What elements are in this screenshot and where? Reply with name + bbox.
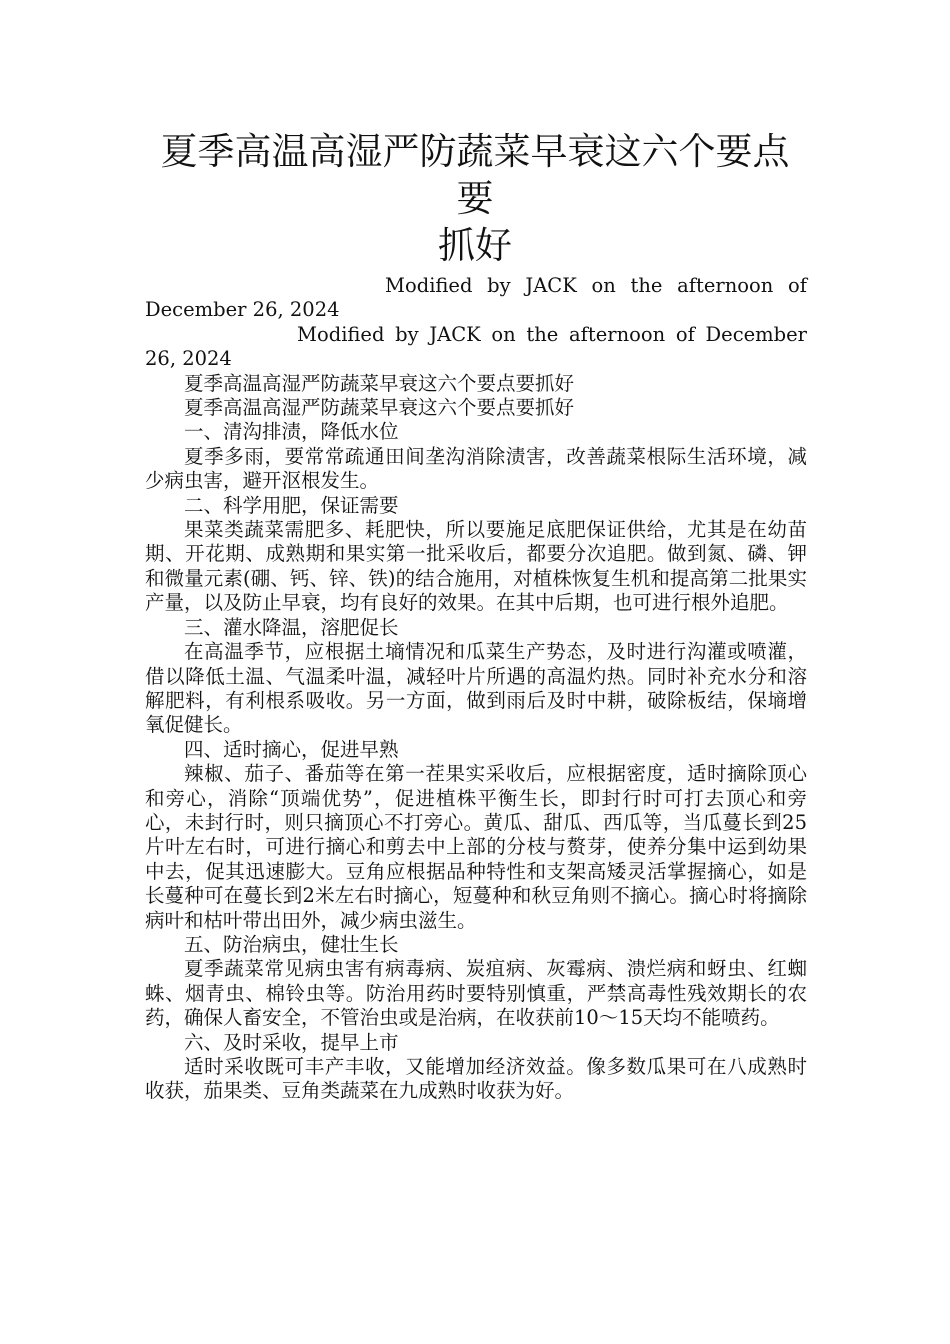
repeat-title-2: 夏季高温高湿严防蔬菜早衰这六个要点要抓好	[184, 396, 575, 420]
section-heading-1: 一、清沟排渍，降低水位	[184, 420, 399, 444]
section-body-6: 适时采收既可丰产丰收，又能增加经济效益。像多数瓜果可在八成熟时收获，茄果类、豆角类蔬菜在九成熟时收获为好。	[145, 1055, 807, 1103]
modified-note-2: Modified by JACK on the afternoon of December 26, 2024	[145, 322, 807, 371]
section-heading-4: 四、适时摘心，促进早熟	[184, 737, 399, 761]
modified-note-1: Modified by JACK on the afternoon of December 26, 2024	[145, 274, 807, 322]
section-heading-3: 三、灌水降温，溶肥促长	[184, 615, 399, 639]
document-title	[145, 128, 805, 269]
section-body-3: 在高温季节，应根据土墒情况和瓜菜生产势态，及时进行沟灌或喷灌，借以降低土温、气温柔叶温，减轻叶片所遇的高温灼热。同时补充水分和溶解肥料，有利根系吸收。另一方面，做到雨后及时中耕，破除板结，保墒增氧促健长。	[145, 640, 807, 737]
repeat-title-1: 夏季高温高湿严防蔬菜早衰这六个要点要抓好	[184, 371, 575, 395]
title-line-1: 夏季高温高湿严防蔬菜早衰这六个要点要	[160, 130, 790, 220]
title-line-2: 抓好	[438, 224, 512, 267]
section-body-1: 夏季多雨，要常常疏通田间垄沟消除渍害，改善蔬菜根际生活环境，减少病虫害，避开沤根发生。	[145, 444, 807, 493]
section-heading-5: 五、防治病虫，健壮生长	[184, 932, 399, 956]
section-heading-6: 六、及时采收，提早上市	[184, 1030, 399, 1054]
document-body	[145, 274, 807, 1104]
section-body-4: 辣椒、茄子、番茄等在第一茬果实采收后，应根据密度，适时摘除顶心和旁心，消除“顶端优势”，促进植株平衡生长，即封行时可打去顶心和旁心，未封行时，则只摘顶心不打旁心。黄瓜、甜瓜、西瓜等，当瓜蔓长到25片叶左右时，可进行摘心和剪去中上部的分枝与赘芽，使养分集中运到幼果中去，促其迅速膨大。豆角应根据品种特性和支架高矮灵活掌握摘心，如是长蔓种可在蔓长到2米左右时摘心，短蔓种和秋豆角则不摘心。摘心时将摘除病叶和枯叶带出田外，减少病虫滋生。	[145, 762, 807, 932]
section-body-5: 夏季蔬菜常见病虫害有病毒病、炭疽病、灰霉病、溃烂病和蚜虫、红蜘蛛、烟青虫、棉铃虫等。防治用药时要特别慎重，严禁高毒性残效期长的农药，确保人畜安全，不管治虫或是治病，在收获前10～15天均不能喷药。	[145, 957, 807, 1030]
section-body-2: 果菜类蔬菜需肥多、耗肥快，所以要施足底肥保证供给，尤其是在幼苗期、开花期、成熟期和果实第一批采收后，都要分次追肥。做到氮、磷、钾和微量元素(硼、钙、锌、铁)的结合施用，对植株恢复生机和提高第二批果实产量，以及防止早衰，均有良好的效果。在其中后期，也可进行根外追肥。	[145, 518, 807, 615]
section-heading-2: 二、科学用肥，保证需要	[184, 493, 399, 517]
